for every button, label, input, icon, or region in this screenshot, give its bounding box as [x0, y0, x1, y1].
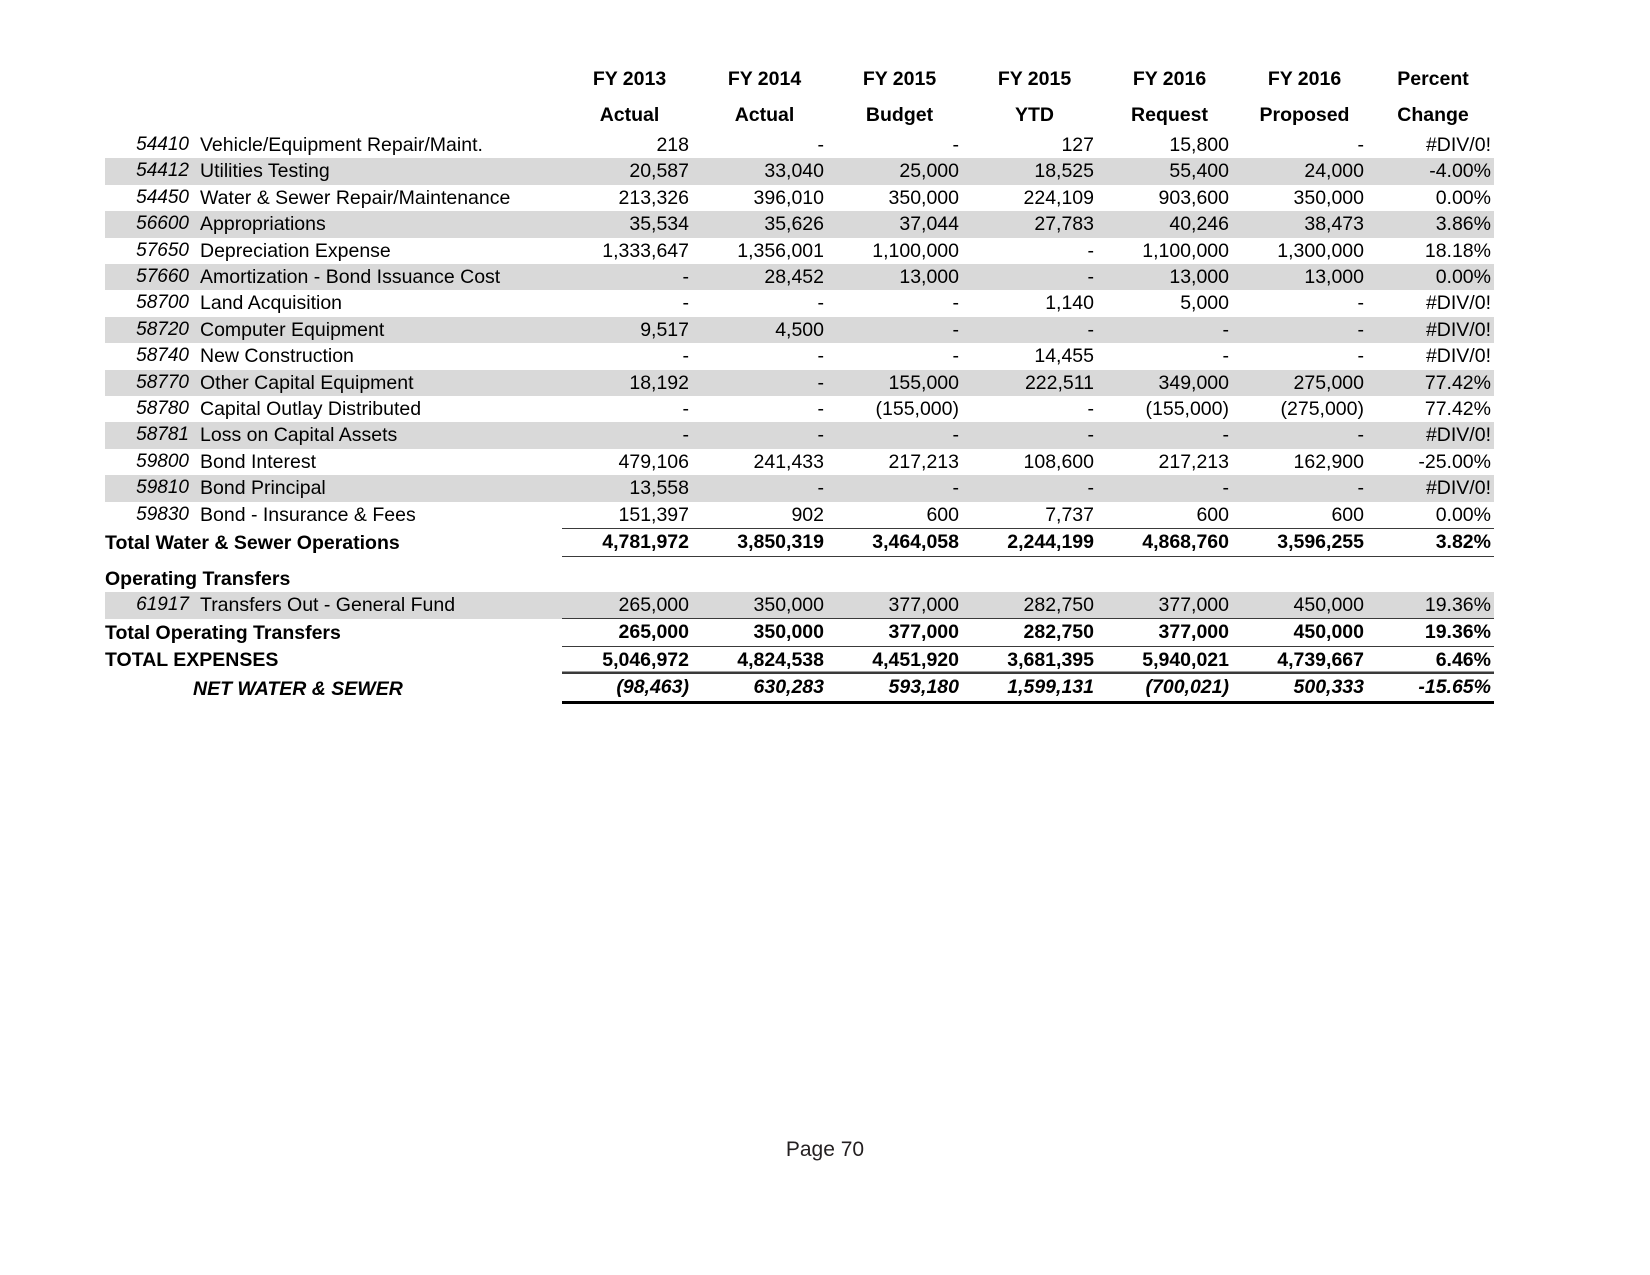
value-cell: 5,046,972 [562, 646, 697, 673]
value-cell: 1,599,131 [967, 674, 1102, 702]
header-fy2015-ytd-line2: YTD [1015, 104, 1054, 126]
value-cell: 4,500 [697, 317, 832, 343]
value-cell: 282,750 [967, 619, 1102, 646]
value-cell: - [1087, 239, 1094, 262]
value-cell: - [1222, 345, 1229, 368]
header-fy2016-proposed-line2: Proposed [1259, 104, 1350, 126]
row-label: Total Operating Transfers [105, 621, 341, 644]
value-cell: 4,739,667 [1237, 646, 1372, 673]
value-cell: 127 [1061, 134, 1094, 156]
percent-change-cell: 77.42% [1424, 398, 1491, 421]
account-code: 57650 [136, 239, 189, 261]
account-code: 59830 [136, 504, 189, 526]
value-cell [832, 566, 967, 592]
value-cell: 3,464,058 [832, 529, 967, 556]
account-description: Bond - Insurance & Fees [200, 504, 416, 527]
value-cell: 27,783 [967, 211, 1102, 237]
table-row [105, 646, 1494, 673]
percent-change-cell: -15.65% [1372, 674, 1494, 702]
account-code: 56600 [105, 211, 200, 237]
table-row [105, 529, 1494, 556]
percent-change-cell: 0.00% [1372, 264, 1494, 290]
value-cell: 13,558 [562, 475, 697, 501]
value-cell: 24,000 [1237, 158, 1372, 184]
value-cell: 4,781,972 [562, 529, 697, 556]
value-cell: 903,600 [1158, 186, 1229, 209]
table-row [105, 317, 1494, 343]
row-label: TOTAL EXPENSES [105, 649, 279, 672]
value-cell: - [1237, 422, 1372, 448]
value-cell: 4,868,760 [1102, 529, 1237, 556]
value-cell: 108,600 [1023, 450, 1094, 473]
value-cell: 275,000 [1237, 370, 1372, 396]
value-cell: 600 [926, 503, 959, 526]
percent-change-cell: 3.86% [1372, 211, 1494, 237]
account-code: 58740 [136, 345, 189, 367]
value-cell: 479,106 [618, 450, 689, 473]
value-cell: - [1357, 292, 1364, 315]
header-fy2013-actual-line2: Actual [599, 104, 660, 126]
value-cell: 18,192 [562, 370, 697, 396]
account-code: 59810 [105, 475, 200, 501]
value-cell: 13,000 [1102, 264, 1237, 290]
value-cell: 630,283 [697, 674, 832, 702]
account-code: 61917 [105, 592, 200, 619]
value-cell: - [967, 264, 1102, 290]
value-cell: 151,397 [618, 503, 689, 526]
value-cell: 350,000 [888, 186, 959, 209]
value-cell: 37,044 [832, 211, 967, 237]
value-cell: 217,213 [1158, 450, 1229, 473]
value-cell: 35,626 [697, 211, 832, 237]
value-cell: 4,451,920 [832, 646, 967, 673]
table-row [105, 422, 1494, 448]
value-cell: 14,455 [1034, 345, 1094, 368]
header-fy2015-budget-line2: Budget [865, 104, 934, 126]
percent-change-cell: 19.36% [1372, 619, 1494, 646]
percent-change-cell [1372, 566, 1494, 592]
value-cell: 1,100,000 [1142, 239, 1229, 262]
value-cell: 377,000 [832, 619, 967, 646]
percent-change-cell: #DIV/0! [1425, 134, 1491, 156]
table-row [105, 238, 1494, 264]
header-row-line2 [105, 98, 1494, 132]
value-cell: - [952, 345, 959, 368]
value-cell: 350,000 [1293, 186, 1364, 209]
header-fy2016-request-line2: Request [1131, 104, 1208, 126]
account-description: Other Capital Equipment [200, 370, 562, 396]
header-row-line1 [105, 60, 1494, 98]
value-cell: - [1237, 475, 1372, 501]
value-cell: 350,000 [697, 592, 832, 619]
value-cell: 377,000 [832, 592, 967, 619]
header-fy2013-actual-line1: FY 2013 [592, 68, 667, 90]
value-cell: 593,180 [832, 674, 967, 702]
header-fy2016-request-line1: FY 2016 [1132, 68, 1207, 90]
value-cell: 282,750 [967, 592, 1102, 619]
percent-change-cell: #DIV/0! [1425, 292, 1491, 315]
header-label-blank-2 [105, 98, 562, 132]
account-description: Amortization - Bond Issuance Cost [200, 264, 562, 290]
value-cell: - [682, 398, 689, 421]
table-row [105, 264, 1494, 290]
value-cell: 28,452 [697, 264, 832, 290]
value-cell: 213,326 [618, 186, 689, 209]
table-row [105, 211, 1494, 237]
value-cell: 1,300,000 [1277, 239, 1364, 262]
value-cell: 500,333 [1237, 674, 1372, 702]
percent-change-cell: 0.00% [1435, 186, 1491, 209]
value-cell: 155,000 [832, 370, 967, 396]
account-description: Depreciation Expense [200, 239, 391, 262]
account-description: Bond Interest [200, 450, 316, 473]
table-row [105, 592, 1494, 619]
value-cell: 600 [1196, 503, 1229, 526]
header-fy2015-ytd-line1: FY 2015 [997, 68, 1072, 90]
account-code: 59800 [136, 450, 189, 472]
value-cell: 13,000 [1237, 264, 1372, 290]
value-cell: - [817, 398, 824, 421]
account-code: 58781 [105, 422, 200, 448]
value-cell: - [1102, 317, 1237, 343]
table-row [105, 396, 1494, 422]
value-cell: - [1087, 398, 1094, 421]
account-description: Land Acquisition [200, 292, 343, 315]
value-cell: 3,681,395 [967, 646, 1102, 673]
value-cell: 450,000 [1237, 619, 1372, 646]
value-cell [967, 566, 1102, 592]
value-cell: 5,940,021 [1102, 646, 1237, 673]
account-code: 54410 [136, 134, 189, 155]
header-fy2014-actual-line2: Actual [734, 104, 795, 126]
value-cell: - [952, 134, 959, 156]
account-code: 58720 [105, 317, 200, 343]
value-cell: - [832, 422, 967, 448]
value-cell: 3,850,319 [697, 529, 832, 556]
value-cell: (155,000) [1145, 398, 1229, 421]
value-cell: 55,400 [1102, 158, 1237, 184]
account-description: Appropriations [200, 211, 562, 237]
header-label-blank [105, 60, 562, 98]
value-cell: (98,463) [562, 674, 697, 702]
budget-expense-table [105, 60, 1494, 704]
spacer-cell [105, 556, 1494, 566]
value-cell: - [817, 134, 824, 156]
value-cell: - [832, 475, 967, 501]
spacer-row [105, 556, 1494, 566]
value-cell: 450,000 [1237, 592, 1372, 619]
percent-change-cell: 3.82% [1372, 529, 1494, 556]
percent-change-cell: 0.00% [1435, 503, 1491, 526]
value-cell: - [817, 292, 824, 315]
value-cell: 40,246 [1102, 211, 1237, 237]
account-description: Utilities Testing [200, 158, 562, 184]
account-description: Transfers Out - General Fund [200, 592, 562, 619]
percent-change-cell: #DIV/0! [1425, 345, 1491, 368]
value-cell: (155,000) [875, 398, 959, 421]
table-row [105, 158, 1494, 184]
row-label: Operating Transfers [105, 567, 291, 590]
value-cell: 224,109 [1023, 186, 1094, 209]
value-cell: 377,000 [1102, 619, 1237, 646]
value-cell: 4,824,538 [697, 646, 832, 673]
percent-change-cell: 19.36% [1372, 592, 1494, 619]
value-cell: - [682, 292, 689, 315]
value-cell: 349,000 [1102, 370, 1237, 396]
value-cell: - [1237, 317, 1372, 343]
value-cell: 13,000 [832, 264, 967, 290]
value-cell: 18,525 [967, 158, 1102, 184]
value-cell: 5,000 [1180, 292, 1229, 315]
table-row [105, 619, 1494, 646]
table-row [105, 566, 1494, 592]
value-cell: 33,040 [697, 158, 832, 184]
table-row [105, 370, 1494, 396]
value-cell: 35,534 [562, 211, 697, 237]
header-fy2014-actual-line1: FY 2014 [727, 68, 802, 90]
value-cell: 396,010 [753, 186, 824, 209]
table-row [105, 475, 1494, 501]
account-code: 57660 [105, 264, 200, 290]
value-cell: 241,433 [753, 450, 824, 473]
value-cell: 38,473 [1237, 211, 1372, 237]
value-cell: 7,737 [1045, 503, 1094, 526]
row-label: Total Water & Sewer Operations [105, 531, 400, 554]
header-fy2016-proposed-line1: FY 2016 [1267, 68, 1342, 90]
percent-change-cell: #DIV/0! [1372, 317, 1494, 343]
value-cell: 265,000 [562, 619, 697, 646]
table-row [105, 449, 1494, 475]
row-label: NET WATER & SEWER [193, 677, 403, 700]
value-cell: 222,511 [967, 370, 1102, 396]
value-cell [1102, 566, 1237, 592]
table-row [105, 502, 1494, 529]
value-cell: - [697, 370, 832, 396]
account-description: Capital Outlay Distributed [200, 398, 422, 421]
table-row [105, 290, 1494, 316]
value-cell: 25,000 [832, 158, 967, 184]
value-cell: - [967, 475, 1102, 501]
value-cell: 600 [1331, 503, 1364, 526]
table-body [105, 132, 1494, 702]
percent-change-cell: 18.18% [1424, 239, 1491, 262]
value-cell: 15,800 [1169, 134, 1229, 156]
value-cell: 162,900 [1293, 450, 1364, 473]
value-cell: 3,596,255 [1237, 529, 1372, 556]
header-percent-change-line1: Percent [1397, 68, 1469, 90]
percent-change-cell: -25.00% [1418, 450, 1491, 473]
value-cell: 217,213 [888, 450, 959, 473]
header-fy2015-budget-line1: FY 2015 [862, 68, 937, 90]
value-cell [697, 566, 832, 592]
value-cell: 902 [791, 503, 824, 526]
account-code: 54412 [105, 158, 200, 184]
value-cell: - [832, 317, 967, 343]
account-description: Loss on Capital Assets [200, 422, 562, 448]
percent-change-cell: #DIV/0! [1372, 422, 1494, 448]
value-cell: - [1102, 475, 1237, 501]
value-cell: 9,517 [562, 317, 697, 343]
value-cell: 218 [656, 134, 689, 156]
table-header [105, 60, 1494, 132]
account-description: Computer Equipment [200, 317, 562, 343]
account-code: 58700 [136, 292, 189, 314]
value-cell: - [682, 345, 689, 368]
percent-change-cell: #DIV/0! [1372, 475, 1494, 501]
value-cell: 1,140 [1045, 292, 1094, 315]
value-cell [1237, 566, 1372, 592]
account-description: Water & Sewer Repair/Maintenance [200, 186, 511, 209]
account-description: Bond Principal [200, 475, 562, 501]
percent-change-cell: 6.46% [1372, 646, 1494, 673]
table-row [105, 132, 1494, 158]
value-cell: (275,000) [1280, 398, 1364, 421]
value-cell: - [697, 422, 832, 448]
value-cell: 265,000 [562, 592, 697, 619]
value-cell: 350,000 [697, 619, 832, 646]
header-percent-change-line2: Change [1397, 104, 1469, 126]
table-row [105, 185, 1494, 211]
account-description: Vehicle/Equipment Repair/Maint. [200, 134, 483, 156]
value-cell: - [1357, 345, 1364, 368]
value-cell: 20,587 [562, 158, 697, 184]
value-cell: 377,000 [1102, 592, 1237, 619]
value-cell: - [697, 475, 832, 501]
percent-change-cell: 77.42% [1372, 370, 1494, 396]
value-cell: - [562, 422, 697, 448]
value-cell: 1,100,000 [872, 239, 959, 262]
value-cell: - [817, 345, 824, 368]
value-cell: - [1102, 422, 1237, 448]
value-cell: - [967, 317, 1102, 343]
value-cell: 1,356,001 [737, 239, 824, 262]
value-cell: - [1357, 134, 1364, 156]
account-code: 58770 [105, 370, 200, 396]
table-row [105, 343, 1494, 369]
percent-change-cell: -4.00% [1372, 158, 1494, 184]
value-cell: (700,021) [1102, 674, 1237, 702]
account-description: New Construction [200, 345, 354, 368]
page-footer: Page 70 [785, 1138, 865, 1161]
value-cell: - [967, 422, 1102, 448]
value-cell: 2,244,199 [967, 529, 1102, 556]
value-cell: 1,333,647 [602, 239, 689, 262]
value-cell: - [562, 264, 697, 290]
value-cell: - [952, 292, 959, 315]
account-code: 58780 [136, 398, 189, 420]
value-cell [562, 566, 697, 592]
account-code: 54450 [136, 186, 189, 208]
table-row [105, 674, 1494, 702]
